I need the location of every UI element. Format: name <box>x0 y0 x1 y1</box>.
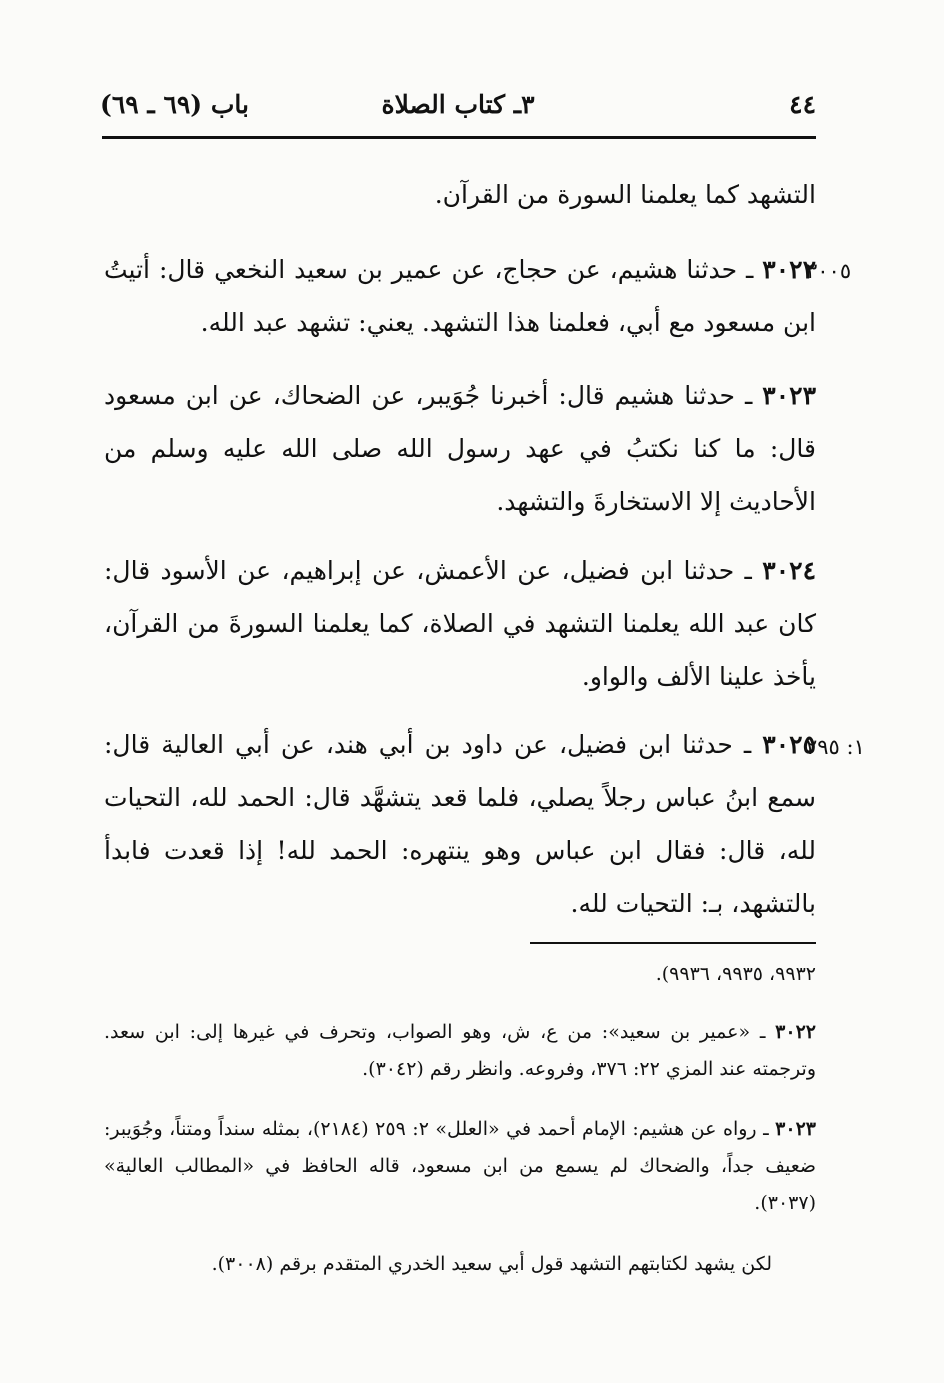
hadith-3025 <box>104 718 816 930</box>
hadith-text: ـ حدثنا ابن فضيل، عن الأعمش، عن إبراهيم، عن الأسود قال: كان عبد الله يعلمنا التشهد في الصلاة، كما يعلمنا السورةَ من القرآن، يأخذ علينا الألف والواو. <box>104 556 816 691</box>
header-rule <box>102 136 816 139</box>
hadith-text: ـ حدثنا ابن فضيل، عن داود بن أبي هند، عن أبي العالية قال: سمع ابنُ عباس رجلاً يصلي، فلما قعد يتشهَّد قال: الحمد لله، التحيات لله، قال: فقال ابن عباس وهو ينتهره: الحمد لله! إذا قعدت فابدأ بالتشهد، بـ: التحيات لله. <box>104 730 816 918</box>
page-number: ٤٤ <box>789 90 816 119</box>
footnote-closing-text: لكن يشهد لكتابتهم التشهد قول أبي سعيد الخدري المتقدم برقم (٣٠٠٨). <box>211 1253 772 1275</box>
footnote-3022 <box>104 1014 816 1088</box>
chapter-label: باب (٦٩ ـ ٦٩) <box>100 90 249 119</box>
book-title: ٣ـ كتاب الصلاة <box>381 90 535 119</box>
footnote-closing <box>140 1246 772 1283</box>
footnote-number: ٣٠٢٢ <box>775 1021 816 1043</box>
footnote-rule <box>530 942 816 944</box>
hadith-3024 <box>104 544 816 703</box>
hadith-number: ٣٠٢٥ <box>762 730 816 759</box>
hadith-3022 <box>104 243 816 349</box>
intro-paragraph <box>104 168 816 221</box>
running-header <box>100 86 816 130</box>
footnotes <box>104 956 816 993</box>
footnote-3023 <box>104 1111 816 1222</box>
hadith-number: ٣٠٢٢ <box>762 255 816 284</box>
footnote-continuation: ٩٩٣٢، ٩٩٣٥، ٩٩٣٦). <box>655 963 816 985</box>
footnote-text: ـ رواه عن هشيم: الإمام أحمد في «العلل» ٢: ٢٥٩ (٢١٨٤)، بمثله سنداً ومتناً، وجُوَيبر: ضعيف جداً، والضحاك لم يسمع من ابن مسعود، قاله الحافظ في «المطالب العالية» (٣٠٣٧). <box>104 1118 816 1214</box>
hadith-number: ٣٠٢٣ <box>762 381 816 410</box>
intro-text: التشهد كما يعلمنا السورة من القرآن. <box>434 180 816 209</box>
hadith-text: ـ حدثنا هشيم، عن حجاج، عن عمير بن سعيد النخعي قال: أتيتُ ابن مسعود مع أبي، فعلمنا هذا التشهد. يعني: تشهد عبد الله. <box>104 255 816 337</box>
margin-reference: ٣٠٠٥ <box>806 259 852 283</box>
footnote-text: ـ «عمير بن سعيد»: من ع، ش، وهو الصواب، وتحرف في غيرها إلى: ابن سعد. وترجمته عند المزي ٢٢: ٣٧٦، وفروعه. وانظر رقم (٣٠٤٢). <box>104 1021 816 1080</box>
hadith-text: ـ حدثنا هشيم قال: أخبرنا جُوَيبر، عن الضحاك، عن ابن مسعود قال: ما كنا نكتبُ في عهد رسول الله صلى الله عليه وسلم من الأحاديث إلا الاستخارةَ والتشهد. <box>104 381 816 516</box>
hadith-3023 <box>104 369 816 528</box>
footnote-number: ٣٠٢٣ <box>775 1118 816 1140</box>
margin-reference: ١: ٢٩٥ <box>806 735 865 759</box>
hadith-number: ٣٠٢٤ <box>762 556 816 585</box>
